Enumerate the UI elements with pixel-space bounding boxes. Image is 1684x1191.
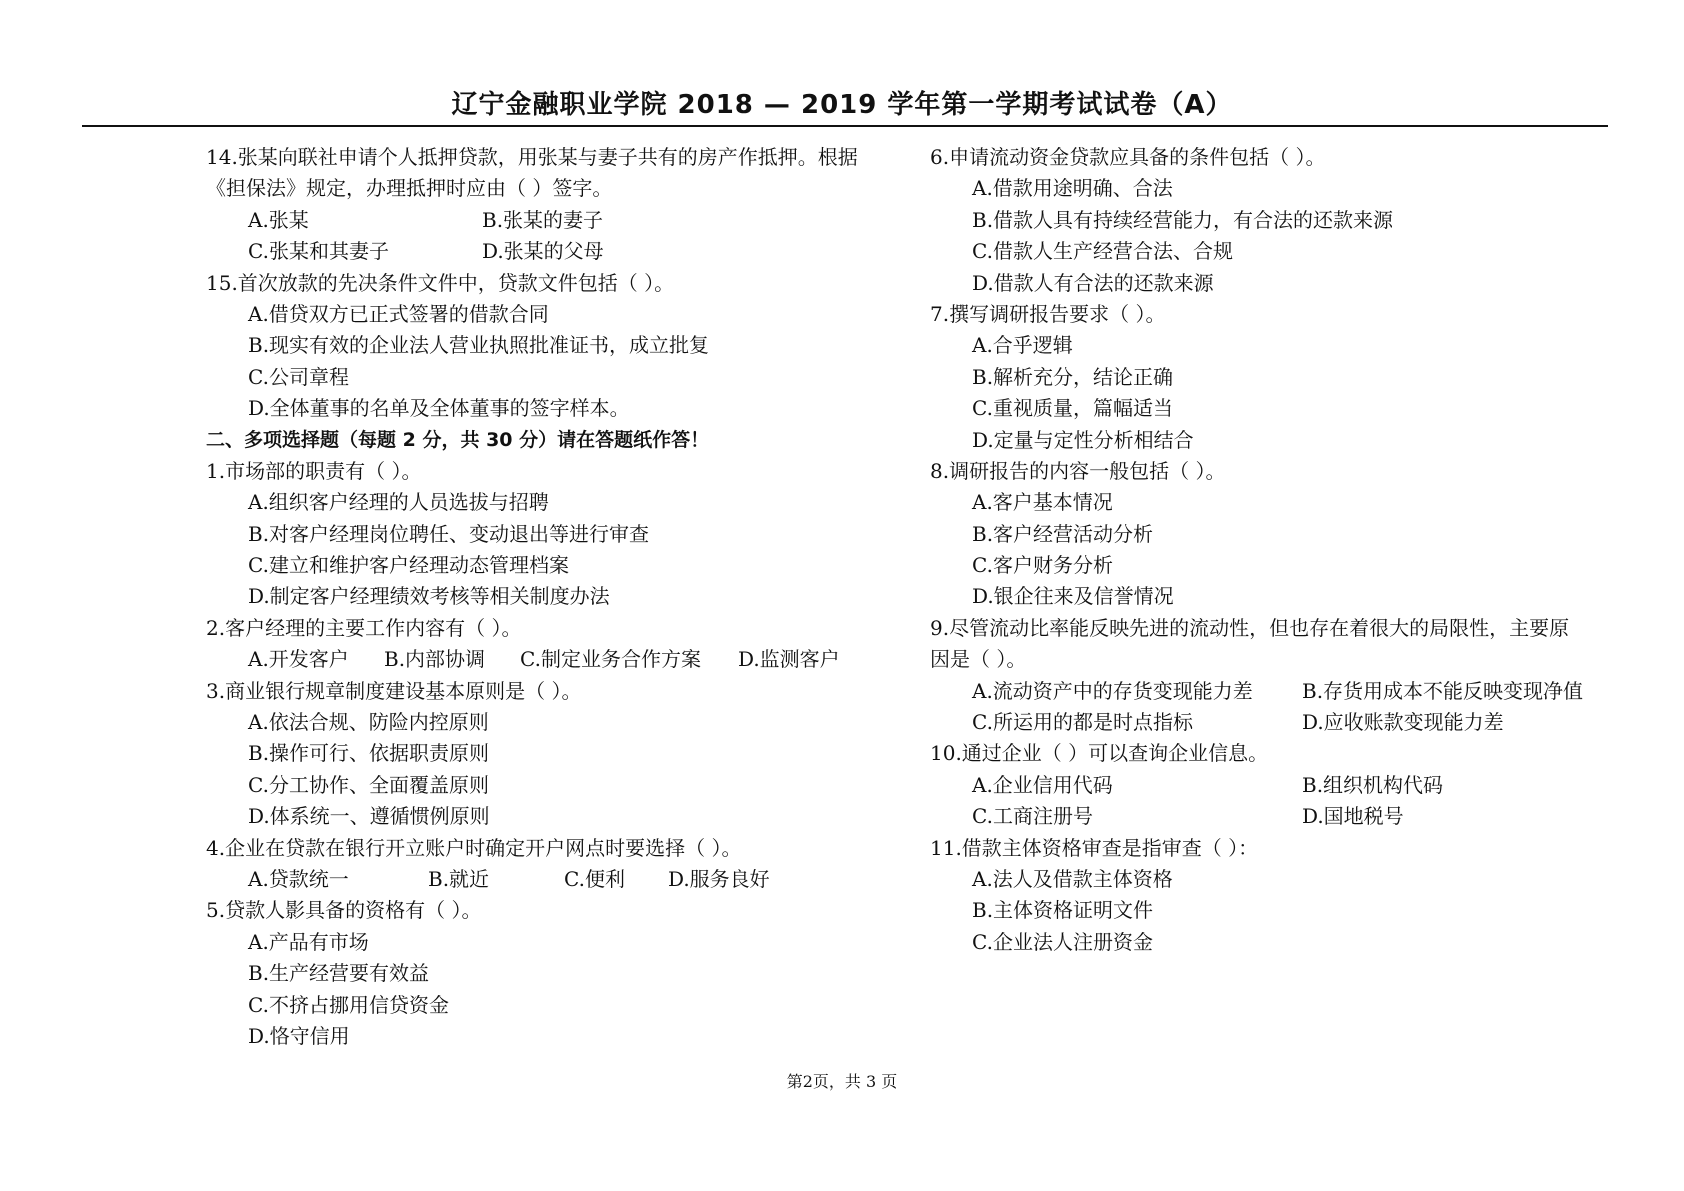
option-c: C.分工协作、全面覆盖原则 xyxy=(248,772,489,797)
option-b: B.组织机构代码 xyxy=(1302,772,1444,797)
multi-question-7-stem: 7.撰写调研报告要求（ ）。 xyxy=(930,301,1166,326)
option-d: D.国地税号 xyxy=(1302,804,1404,829)
title-rule xyxy=(82,125,1608,127)
option-b: B.存货用成本不能反映变现净值 xyxy=(1302,678,1584,703)
option-c: C.客户财务分析 xyxy=(972,553,1113,578)
option-c: C.所运用的都是时点指标 xyxy=(972,710,1193,735)
option-a: A.合乎逻辑 xyxy=(972,333,1073,358)
option-a: A.依法合规、防险内控原则 xyxy=(248,710,489,735)
option-a: A.借款用途明确、合法 xyxy=(972,176,1173,201)
option-a: A.张某 xyxy=(248,207,309,232)
option-c: C.企业法人注册资金 xyxy=(972,929,1153,954)
option-a: A.流动资产中的存货变现能力差 xyxy=(972,678,1253,703)
option-a: A.产品有市场 xyxy=(248,929,369,954)
option-d: D.体系统一、遵循惯例原则 xyxy=(248,804,490,829)
option-b: B.借款人具有持续经营能力，有合法的还款来源 xyxy=(972,207,1394,232)
question-14-stem-line2: 《担保法》规定，办理抵押时应由（ ）签字。 xyxy=(206,176,613,201)
page-footer: 第2页，共 3 页 xyxy=(786,1072,898,1091)
question-14-options-row1 xyxy=(206,205,896,236)
option-a: A.法人及借款主体资格 xyxy=(972,866,1173,891)
option-d: D.服务良好 xyxy=(668,866,770,891)
question-14-options-row2 xyxy=(206,236,896,267)
multi-question-10-options-row1 xyxy=(930,770,1610,801)
option-c: C.不挤占挪用信贷资金 xyxy=(248,992,449,1017)
option-d: D.借款人有合法的还款来源 xyxy=(972,270,1214,295)
option-b: B.客户经营活动分析 xyxy=(972,521,1154,546)
option-a: A.客户基本情况 xyxy=(972,490,1113,515)
multi-question-11-stem: 11.借款主体资格审查是指审查（ ）： xyxy=(930,835,1259,860)
multi-question-9-options-row2 xyxy=(930,707,1610,738)
option-d: D.制定客户经理绩效考核等相关制度办法 xyxy=(248,584,610,609)
multi-question-4-stem: 4.企业在贷款在银行开立账户时确定开户网点时要选择（ ）。 xyxy=(206,835,742,860)
multi-question-6-stem: 6.申请流动资金贷款应具备的条件包括（ ）。 xyxy=(930,145,1326,169)
option-b: B.生产经营要有效益 xyxy=(248,961,430,986)
option-a: A.组织客户经理的人员选拔与招聘 xyxy=(248,490,549,515)
option-b: B.解析充分，结论正确 xyxy=(972,364,1174,389)
option-b: B.操作可行、依据职责原则 xyxy=(248,741,490,766)
option-b: B.对客户经理岗位聘任、变动退出等进行审查 xyxy=(248,521,650,546)
question-15-stem: 15.首次放款的先决条件文件中，贷款文件包括（ ）。 xyxy=(206,270,675,295)
option-c: C.工商注册号 xyxy=(972,804,1093,829)
question-14-stem-line1: 14.张某向联社申请个人抵押贷款，用张某与妻子共有的房产作抵押。根据 xyxy=(206,145,858,169)
multi-question-5-stem: 5.贷款人影具备的资格有（ ）。 xyxy=(206,898,482,923)
multi-question-8-stem: 8.调研报告的内容一般包括（ ）。 xyxy=(930,458,1226,483)
option-c: C.制定业务合作方案 xyxy=(520,647,701,672)
option-d: D.监测客户 xyxy=(738,647,840,672)
exam-title: 辽宁金融职业学院 2018 — 2019 学年第一学期考试试卷（A） xyxy=(451,90,1233,120)
option-d: D.应收账款变现能力差 xyxy=(1302,710,1504,735)
option-c: C.公司章程 xyxy=(248,364,349,389)
option-c: C.借款人生产经营合法、合规 xyxy=(972,239,1233,264)
option-b: B.主体资格证明文件 xyxy=(972,898,1154,923)
multi-question-10-stem: 10.通过企业（ ）可以查询企业信息。 xyxy=(930,741,1269,766)
option-c: C.张某和其妻子 xyxy=(248,239,389,264)
option-b: B.张某的妻子 xyxy=(482,207,604,232)
right-column xyxy=(930,142,1610,958)
multi-question-9-stem-line2: 因是（ ）。 xyxy=(930,647,1027,672)
option-a: A.企业信用代码 xyxy=(972,772,1113,797)
option-d: D.全体董事的名单及全体董事的签字样本。 xyxy=(248,396,630,421)
multi-question-2-stem: 2.客户经理的主要工作内容有（ ）。 xyxy=(206,615,522,640)
option-a: A.开发客户 xyxy=(248,647,349,672)
left-column xyxy=(206,142,896,1052)
multi-question-2-options xyxy=(206,644,896,675)
option-d: D.定量与定性分析相结合 xyxy=(972,427,1194,452)
multi-question-9-options-row1 xyxy=(930,676,1610,707)
option-c: C.建立和维护客户经理动态管理档案 xyxy=(248,553,569,578)
option-d: D.恪守信用 xyxy=(248,1023,350,1048)
multi-question-4-options xyxy=(206,864,896,895)
option-d: D.银企往来及信誉情况 xyxy=(972,584,1174,609)
option-c: C.重视质量，篇幅适当 xyxy=(972,396,1173,421)
multi-question-3-stem: 3.商业银行规章制度建设基本原则是（ ）。 xyxy=(206,678,582,703)
option-a: A.借贷双方已正式签署的借款合同 xyxy=(248,301,549,326)
multi-question-10-options-row2 xyxy=(930,801,1610,832)
option-b: B.就近 xyxy=(428,866,490,891)
option-a: A.贷款统一 xyxy=(248,866,349,891)
option-b: B.内部协调 xyxy=(384,647,486,672)
option-b: B.现实有效的企业法人营业执照批准证书，成立批复 xyxy=(248,333,710,358)
section-2-heading: 二、多项选择题（每题 2 分，共 30 分）请在答题纸作答！ xyxy=(206,428,710,451)
multi-question-1-stem: 1.市场部的职责有（ ）。 xyxy=(206,458,422,483)
option-c: C.便利 xyxy=(564,866,625,891)
option-d: D.张某的父母 xyxy=(482,239,604,264)
multi-question-9-stem-line1: 9.尽管流动比率能反映先进的流动性，但也存在着很大的局限性，主要原 xyxy=(930,615,1570,640)
